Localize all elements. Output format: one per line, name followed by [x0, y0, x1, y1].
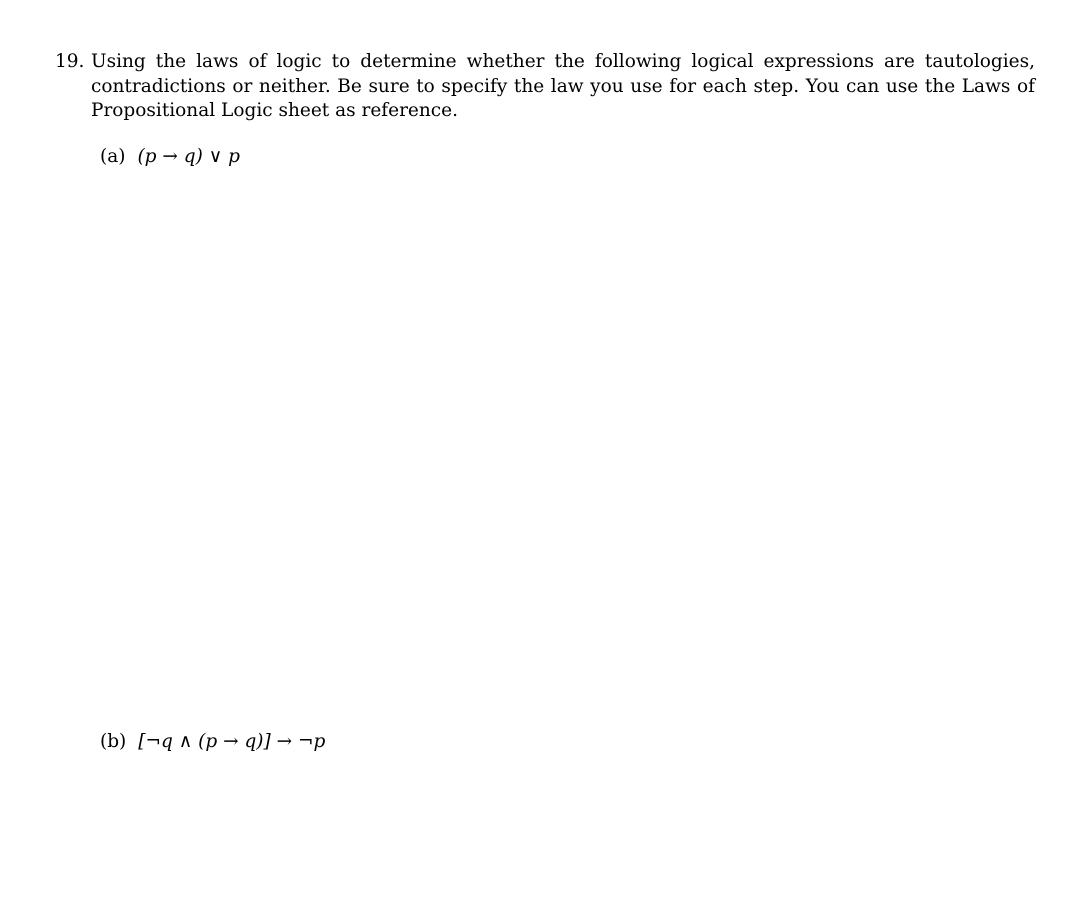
problem-19: [55, 50, 1035, 124]
part-a-answer-space: [100, 180, 1000, 710]
part-b-expression: [¬q ∧ (p → q)] → ¬p: [138, 731, 326, 752]
part-a-label: (a): [100, 146, 126, 167]
problem-instructions: Using the laws of logic to determine whether the following logical expressions are tautologies, contradictions or neither. Be sure to specify the law you use for each step. You can use the Laws of Propositional Logic sheet as reference.: [91, 51, 1035, 121]
part-a-expression: (p → q) ∨ p: [137, 146, 240, 167]
problem-number: 19.: [55, 51, 85, 72]
part-b-label: (b): [100, 731, 127, 752]
part-b-answer-space: [100, 770, 1000, 910]
part-b: [100, 731, 325, 752]
part-a: [100, 146, 240, 167]
problem-header: [55, 50, 1035, 124]
